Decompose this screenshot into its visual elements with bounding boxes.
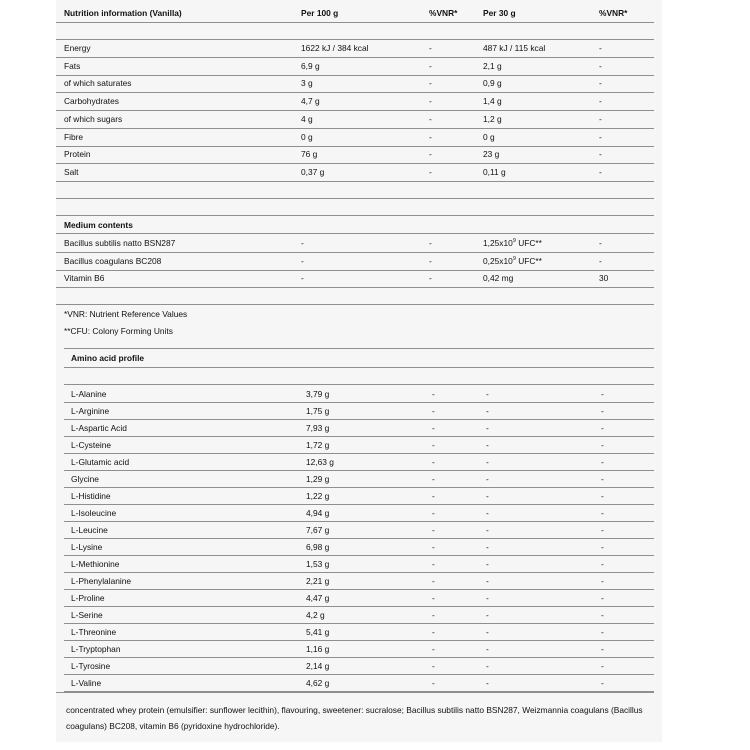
nutrition-cell: - [599,113,602,124]
amino-cell: - [486,474,489,484]
medium-cell: - [301,238,304,248]
nutrition-cell: 0,11 g [483,166,506,177]
nutrition-cell: 1,4 g [483,96,502,107]
amino-cell: 5,41 g [306,627,330,637]
row-divider [56,92,654,93]
medium-cell: - [599,238,602,248]
amino-cell: - [486,559,489,569]
nutrition-cell: 0 g [483,131,495,142]
medium-amount-cell [483,273,513,283]
nutrition-cell: - [599,131,602,142]
nutrition-cell: - [429,60,432,71]
amino-title: Amino acid profile [71,353,145,363]
amino-cell: - [601,491,604,501]
row-divider [64,436,654,437]
row-divider [64,538,654,539]
amino-cell: - [486,627,489,637]
amino-cell: - [486,508,489,518]
nutrition-cell: - [599,96,602,107]
amino-cell: L-Aspartic Acid [71,423,127,433]
nutrition-header-cell: Per 100 g [301,8,339,18]
row-divider [56,181,654,182]
nutrition-cell: 76 g [301,149,318,160]
medium-cell: Vitamin B6 [64,273,105,284]
medium-amount: 1,25x10 [483,238,513,248]
row-divider [56,39,654,40]
amino-cell: - [601,593,604,603]
amino-cell: - [486,576,489,586]
row-divider [64,589,654,590]
nutrition-cell: - [429,166,432,177]
row-divider [56,233,654,234]
amino-cell: - [486,440,489,450]
amino-cell: - [432,457,435,467]
row-divider [56,75,654,76]
amino-cell: - [432,389,435,399]
medium-cell: 30 [599,273,609,284]
amino-cell: - [601,474,604,484]
amino-cell: 1,16 g [306,644,330,654]
row-divider [56,304,654,305]
amino-cell: - [486,593,489,603]
amino-cell: 2,21 g [306,576,330,586]
nutrition-cell: - [599,166,602,177]
amino-cell: - [432,678,435,688]
medium-cell: - [301,273,304,284]
amino-cell: - [486,661,489,671]
row-divider [64,674,654,675]
amino-cell: 4,47 g [306,593,330,603]
row-divider [64,402,654,403]
row-divider [64,367,654,368]
amino-cell: L-Proline [71,593,105,603]
amino-cell: 1,22 g [306,491,330,501]
amino-cell: L-Arginine [71,406,110,416]
amino-cell: - [601,542,604,552]
amino-cell: - [601,508,604,518]
row-divider [56,198,654,199]
amino-cell: - [486,678,489,688]
medium-unit: UFC** [515,255,542,266]
amino-cell: L-Tyrosine [71,661,111,671]
row-divider [64,606,654,607]
medium-cell: - [599,255,602,266]
nutrition-header-cell: Nutrition information (Vanilla) [64,8,182,18]
nutrition-cell: - [429,78,432,89]
nutrition-cell: 487 kJ / 115 kcal [483,43,546,53]
nutrition-cell: - [429,149,432,160]
medium-unit: UFC** [515,238,542,248]
amino-cell: - [486,389,489,399]
amino-cell: 2,14 g [306,661,330,671]
amino-cell: 1,72 g [306,440,330,450]
nutrition-cell: 0 g [301,131,313,142]
amino-cell: - [432,508,435,518]
amino-cell: 12,63 g [306,457,334,467]
nutrition-cell: - [599,43,602,53]
nutrition-cell: - [599,149,602,160]
nutrition-header-cell: Per 30 g [483,8,516,18]
medium-title: Medium contents [64,220,133,230]
amino-cell: - [432,474,435,484]
nutrition-cell: 23 g [483,149,500,160]
amino-cell: - [432,644,435,654]
nutrition-header-cell: %VNR* [429,8,458,18]
amino-cell: 1,75 g [306,406,330,416]
amino-cell: - [432,491,435,501]
medium-amount-cell [483,256,542,266]
amino-cell: - [486,491,489,501]
row-divider [64,521,654,522]
row-divider [64,384,654,385]
nutrition-cell: - [429,96,432,107]
row-divider [56,287,654,288]
amino-cell: - [601,440,604,450]
row-divider [56,128,654,129]
nutrition-cell: 1,2 g [483,113,502,124]
medium-amount: 0,42 mg [483,273,514,284]
medium-amount-cell [483,238,542,248]
nutrition-cell: 3 g [301,78,313,89]
nutrition-cell: Salt [64,166,79,177]
nutrition-cell: - [429,43,432,53]
row-divider [64,419,654,420]
ingredients-text: concentrated whey protein (emulsifier: sunflower lecithin), flavouring, sweetener: sucralose; Bacillus subtilis natto BSN287, Weizmannia coagulans (Bacillus coagulans) BC208, vitamin B6 (pyridoxine hydrochloride). [66,705,643,731]
row-divider [64,657,654,658]
nutrition-header-cell: %VNR* [599,8,628,18]
row-divider [56,215,654,216]
medium-amount: 0,25x10 [483,255,513,266]
nutrition-cell: 1622 kJ / 384 kcal [301,43,369,53]
amino-cell: 6,98 g [306,542,330,552]
footnote: *VNR: Nutrient Reference Values [64,309,188,319]
amino-cell: 7,67 g [306,525,330,535]
amino-cell: - [432,559,435,569]
amino-cell: - [432,576,435,586]
row-divider [64,640,654,641]
amino-cell: - [601,610,604,620]
amino-cell: - [601,406,604,416]
row-divider [64,572,654,573]
nutrition-cell: Protein [64,149,91,160]
amino-cell: - [601,678,604,688]
row-divider [56,57,654,58]
amino-panel [56,0,662,742]
amino-cell: L-Serine [71,610,103,620]
amino-cell: L-Lysine [71,542,103,552]
row-divider [64,453,654,454]
amino-cell: L-Tryptophan [71,644,121,654]
amino-cell: L-Threonine [71,627,117,637]
row-divider [56,163,654,164]
amino-cell: - [601,627,604,637]
nutrition-cell: - [429,113,432,124]
row-divider [56,110,654,111]
amino-cell: - [486,457,489,467]
nutrition-cell: of which saturates [64,78,132,89]
amino-cell: - [486,525,489,535]
amino-cell: - [486,406,489,416]
amino-cell: - [432,525,435,535]
nutrition-cell: Fats [64,60,81,71]
amino-cell: 4,2 g [306,610,325,620]
amino-cell: - [601,661,604,671]
amino-cell: 4,94 g [306,508,330,518]
amino-cell: - [601,423,604,433]
amino-cell: 4,62 g [306,678,330,688]
nutrition-cell: 4 g [301,113,313,124]
nutrition-cell: Fibre [64,131,84,142]
amino-cell: - [432,406,435,416]
amino-cell: 3,79 g [306,389,330,399]
amino-cell: L-Phenylalanine [71,576,132,586]
amino-cell: 1,53 g [306,559,330,569]
medium-cell: Bacillus coagulans BC208 [64,255,162,266]
amino-cell: L-Methionine [71,559,120,569]
exponent: 9 [512,255,516,262]
medium-cell: - [429,273,432,284]
amino-cell: L-Glutamic acid [71,457,130,467]
amino-cell: - [486,644,489,654]
amino-cell: - [432,440,435,450]
row-divider [56,146,654,147]
medium-cell: - [301,255,304,266]
amino-cell: - [432,627,435,637]
nutrition-cell: - [599,60,602,71]
amino-cell: L-Histidine [71,491,111,501]
row-divider [64,504,654,505]
row-divider [64,555,654,556]
row-divider [56,252,654,253]
amino-cell: - [486,542,489,552]
amino-cell: - [601,559,604,569]
amino-cell: L-Isoleucine [71,508,117,518]
amino-cell: - [601,389,604,399]
amino-cell: - [486,610,489,620]
nutrition-cell: 0,37 g [301,166,325,177]
amino-cell: - [601,644,604,654]
amino-cell: - [432,610,435,620]
amino-cell: 7,93 g [306,423,330,433]
nutrition-cell: of which sugars [64,113,123,124]
medium-cell: - [429,238,432,248]
footnote: **CFU: Colony Forming Units [64,326,173,336]
row-divider [64,623,654,624]
medium-cell: - [429,255,432,266]
amino-cell: L-Leucine [71,525,108,535]
exponent: 9 [512,238,516,245]
amino-cell: - [432,593,435,603]
row-divider [64,487,654,488]
nutrition-cell: 0,9 g [483,78,502,89]
nutrition-cell: - [429,131,432,142]
nutrition-cell: Carbohydrates [64,96,119,107]
nutrition-cell: - [599,78,602,89]
row-divider [64,470,654,471]
row-divider [64,348,654,349]
amino-cell: - [432,542,435,552]
amino-cell: L-Valine [71,678,102,688]
amino-cell: - [601,576,604,586]
row-divider [56,270,654,271]
amino-cell: L-Cysteine [71,440,112,450]
medium-cell: Bacillus subtilis natto BSN287 [64,238,176,248]
amino-cell: - [601,525,604,535]
amino-cell: - [432,661,435,671]
nutrition-cell: 6,9 g [301,60,320,71]
amino-cell: - [486,423,489,433]
nutrition-cell: Energy [64,43,91,53]
amino-cell: Glycine [71,474,99,484]
amino-cell: - [432,423,435,433]
nutrition-cell: 2,1 g [483,60,502,71]
amino-cell: L-Alanine [71,389,107,399]
row-divider [56,692,654,693]
amino-cell: 1,29 g [306,474,330,484]
row-divider [56,22,654,23]
nutrition-cell: 4,7 g [301,96,320,107]
amino-cell: - [601,457,604,467]
